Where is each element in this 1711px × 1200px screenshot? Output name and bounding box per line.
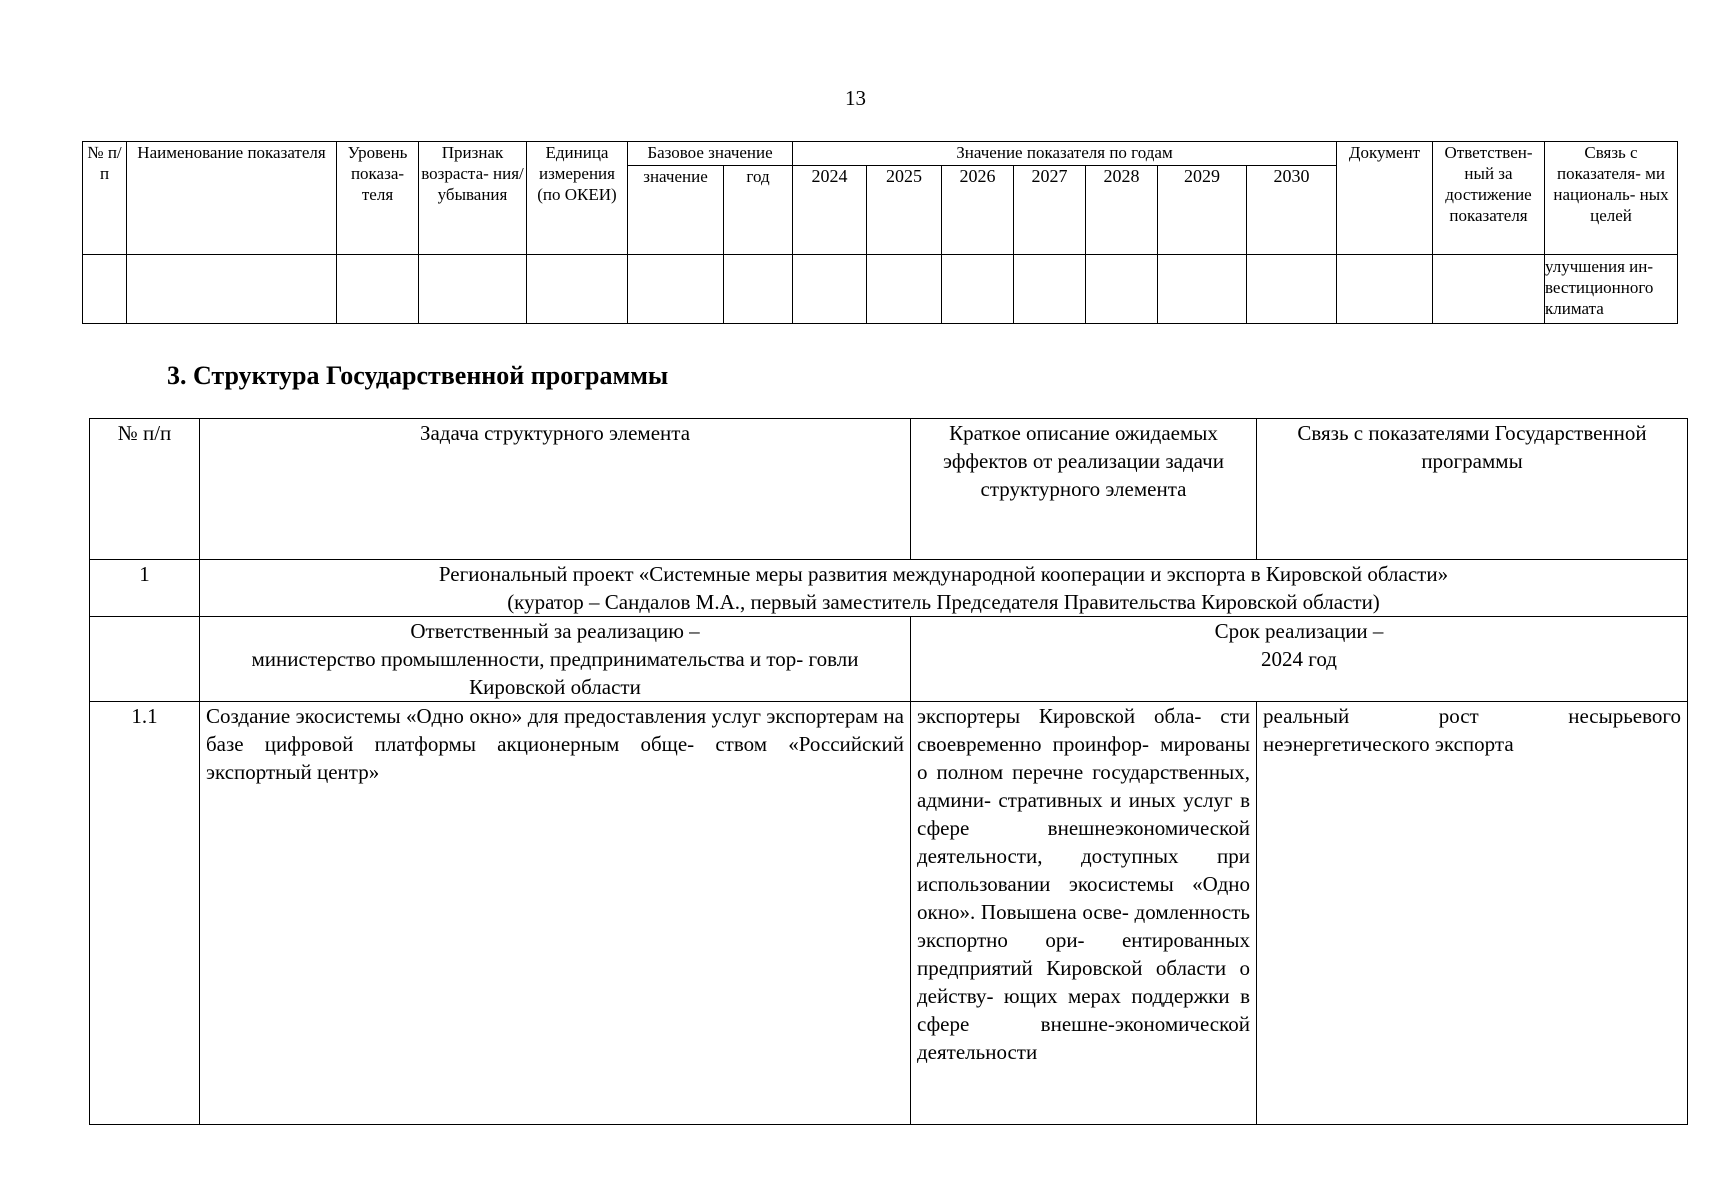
col-level-header: Уровень показа- теля — [337, 142, 419, 255]
structure-table — [89, 418, 1688, 1125]
responsible-value: министерство промышленности, предпринимательства и тор- говли Кировской области — [251, 647, 859, 699]
page-number: 13 — [845, 86, 866, 110]
table-cell — [337, 255, 419, 324]
col-year-2024: 2024 — [793, 166, 867, 255]
responsible-cell — [200, 617, 911, 702]
col-base-group-header: Базовое значение — [628, 142, 793, 166]
project-name: Региональный проект «Системные меры развития международной кооперации и экспорта в Кировской области» — [438, 562, 1449, 586]
table-cell — [942, 255, 1014, 324]
table-cell — [724, 255, 793, 324]
task-effects: экспортеры Кировской обла- сти своевременно проинфор- мированы о полном перечне государственных, админи- стративных и иных услуг в сфере внешнеэкономической деятельности, доступных при использовании экосистемы «Одно окно». Повышена осве- домленность экспортно ори- ентированных предприятий Кировской области о действу- ющих мерах поддержки в сфере внешне-экономической деятельности — [911, 702, 1257, 1125]
term-value: 2024 год — [1261, 647, 1337, 671]
task-num: 1.1 — [90, 702, 200, 1125]
table-cell — [83, 255, 127, 324]
col-unit-header: Единица измерения (по ОКЕИ) — [527, 142, 628, 255]
table-cell — [527, 255, 628, 324]
project-curator: (куратор – Сандалов М.А., первый заместитель Председателя Правительства Кировской области) — [507, 590, 1380, 614]
indicators-table — [82, 141, 1678, 324]
responsible-label: Ответственный за реализацию – — [410, 619, 700, 643]
project-row — [90, 560, 1688, 617]
project-title — [200, 560, 1688, 617]
col-base-value-header: значение — [628, 166, 724, 255]
section-title: 3. Структура Государственной программы — [167, 361, 669, 390]
task-link: реальный рост несырьевого неэнергетического экспорта — [1257, 702, 1688, 1125]
col-year-2026: 2026 — [942, 166, 1014, 255]
structure-num-header: № п/п — [90, 419, 200, 560]
responsible-row — [90, 617, 1688, 702]
term-cell — [911, 617, 1688, 702]
structure-effects-header: Краткое описание ожидаемых эффектов от реализации задачи структурного элемента — [911, 419, 1257, 560]
project-num: 1 — [90, 560, 200, 617]
col-link-header: Связь с показателя- ми националь- ных целей — [1545, 142, 1678, 255]
col-num-header: № п/п — [83, 142, 127, 255]
table-cell — [127, 255, 337, 324]
col-sign-header: Признак возраста- ния/ убывания — [419, 142, 527, 255]
col-year-2028: 2028 — [1086, 166, 1158, 255]
col-year-2029: 2029 — [1158, 166, 1247, 255]
table-cell — [628, 255, 724, 324]
indicators-table-container — [82, 141, 1678, 324]
col-year-2030: 2030 — [1247, 166, 1337, 255]
table-row — [83, 255, 1678, 324]
link-cell: улучшения ин- вестиционного климата — [1545, 255, 1678, 324]
task-row — [90, 702, 1688, 1125]
col-responsible-header: Ответствен- ный за достижение показателя — [1433, 142, 1545, 255]
table-cell — [867, 255, 942, 324]
structure-table-container — [89, 418, 1688, 1125]
col-year-2027: 2027 — [1014, 166, 1086, 255]
table-cell — [1014, 255, 1086, 324]
table-cell — [1337, 255, 1433, 324]
structure-task-header: Задача структурного элемента — [200, 419, 911, 560]
structure-link-header: Связь с показателями Государственной программы — [1257, 419, 1688, 560]
table-cell — [1086, 255, 1158, 324]
col-base-year-header: год — [724, 166, 793, 255]
col-year-2025: 2025 — [867, 166, 942, 255]
task-text: Создание экосистемы «Одно окно» для предоставления услуг экспортерам на базе цифровой платформы акционерным обще- ством «Российский экспортный центр» — [200, 702, 911, 1125]
table-cell — [1433, 255, 1545, 324]
table-cell — [90, 617, 200, 702]
table-cell — [419, 255, 527, 324]
term-label: Срок реализации – — [1214, 619, 1384, 643]
col-document-header: Документ — [1337, 142, 1433, 255]
col-name-header: Наименование показателя — [127, 142, 337, 255]
table-cell — [1158, 255, 1247, 324]
table-cell — [793, 255, 867, 324]
table-cell — [1247, 255, 1337, 324]
col-years-group-header: Значение показателя по годам — [793, 142, 1337, 166]
